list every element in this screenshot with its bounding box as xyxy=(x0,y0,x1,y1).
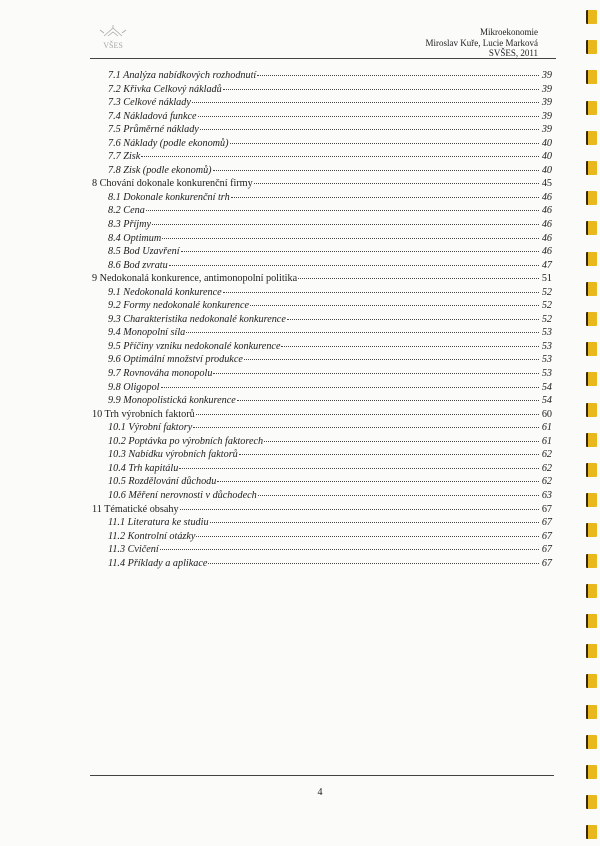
toc-entry-page: 53 xyxy=(541,354,552,366)
binding-ring xyxy=(586,523,597,537)
toc-entry-title: 9 Nedokonalá konkurence, antimonopolní politika xyxy=(92,273,298,285)
toc-dot-leader xyxy=(141,148,539,157)
document-header xyxy=(426,27,538,59)
toc-entry-page: 52 xyxy=(541,300,552,312)
toc-entry-title: 10.6 Měření nerovnosti v důchodech xyxy=(108,489,257,501)
toc-entry-page: 39 xyxy=(541,110,552,122)
toc-dot-leader xyxy=(223,284,539,293)
toc-entry-title: 11.4 Příklady a aplikace xyxy=(108,557,208,569)
toc-dot-leader xyxy=(162,230,539,239)
toc-entry-page: 39 xyxy=(541,83,552,95)
toc-dot-leader xyxy=(186,324,539,333)
toc-entry-title: 8.4 Optimum xyxy=(108,232,162,244)
binding-ring xyxy=(586,101,597,115)
toc-entry-title: 10.2 Poptávka po výrobních faktorech xyxy=(108,435,264,447)
toc-entry-page: 46 xyxy=(541,219,552,231)
toc-entry-page: 52 xyxy=(541,286,552,298)
toc-entry-page: 54 xyxy=(541,381,552,393)
toc-dot-leader xyxy=(281,338,539,347)
toc-entry-page: 46 xyxy=(541,246,552,258)
toc-entry-page: 67 xyxy=(541,557,552,569)
footer-divider xyxy=(90,775,554,776)
toc-entry-title: 10.3 Nabídku výrobních faktorů xyxy=(108,449,238,461)
toc-entry-page: 67 xyxy=(541,530,552,542)
toc-dot-leader xyxy=(258,487,539,496)
binding-ring xyxy=(586,70,597,84)
toc-entry-title: 7.8 Zisk (podle ekonomů) xyxy=(108,164,212,176)
binding-ring xyxy=(586,795,597,809)
binding-ring xyxy=(586,252,597,266)
binding-ring xyxy=(586,221,597,235)
toc-entry-page: 60 xyxy=(541,408,552,420)
toc-dot-leader xyxy=(230,135,539,144)
binding-ring xyxy=(586,735,597,749)
binding-ring xyxy=(586,10,597,24)
binding-ring xyxy=(586,161,597,175)
toc-entry-title: 9.8 Oligopol xyxy=(108,381,160,393)
binding-ring xyxy=(586,554,597,568)
page-number: 4 xyxy=(317,787,323,798)
toc-dot-leader xyxy=(196,406,539,415)
toc-entry-title: 11 Tématické obsahy xyxy=(92,503,179,515)
binding-ring xyxy=(586,614,597,628)
toc-entry-page: 40 xyxy=(541,137,552,149)
toc-entry-title: 10 Trh výrobních faktorů xyxy=(92,408,195,420)
toc-dot-leader xyxy=(237,392,539,401)
toc-entry-page: 39 xyxy=(541,97,552,109)
toc-dot-leader xyxy=(152,216,539,225)
toc-dot-leader xyxy=(239,446,539,455)
toc-entry-page: 45 xyxy=(541,178,552,190)
binding-ring xyxy=(586,493,597,507)
svg-text:VŠES: VŠES xyxy=(103,41,123,50)
toc-dot-leader xyxy=(146,202,539,211)
toc-entry-page: 62 xyxy=(541,462,552,474)
toc-dot-leader xyxy=(254,175,539,184)
header-divider xyxy=(90,58,556,59)
binding-ring xyxy=(586,40,597,54)
toc-entry-title: 8.6 Bod zvratu xyxy=(108,259,168,271)
toc-entry-page: 67 xyxy=(541,503,552,515)
toc-entry-title: 10.4 Trh kapitálu xyxy=(108,462,179,474)
toc-entry-title: 10.5 Rozdělování důchodu xyxy=(108,476,217,488)
header-authors: Miroslav Kuře, Lucie Marková xyxy=(425,37,538,48)
spiral-binding xyxy=(584,0,600,846)
toc-entry-page: 40 xyxy=(541,164,552,176)
toc-entry-page: 46 xyxy=(541,191,552,203)
binding-ring xyxy=(586,674,597,688)
toc-dot-leader xyxy=(200,121,539,130)
toc-dot-leader xyxy=(264,433,539,442)
toc-dot-leader xyxy=(287,311,539,320)
toc-entry-page: 52 xyxy=(541,313,552,325)
toc-dot-leader xyxy=(193,419,539,428)
toc-entry-page: 62 xyxy=(541,476,552,488)
binding-ring xyxy=(586,765,597,779)
school-logo-icon xyxy=(90,22,136,56)
toc-dot-leader xyxy=(169,257,539,266)
binding-ring xyxy=(586,282,597,296)
toc-entry-title: 8.1 Dokonale konkurenční trh xyxy=(108,191,230,203)
toc-entry-title: 9.2 Formy nedokonalé konkurence xyxy=(108,300,250,312)
toc-dot-leader xyxy=(213,162,539,171)
toc-entry-title: 9.3 Charakteristika nedokonalé konkurence xyxy=(108,313,286,325)
toc-entry-page: 67 xyxy=(541,544,552,556)
toc-entry-title: 9.5 Příčiny vzniku nedokonalé konkurence xyxy=(108,340,281,352)
toc-entry-page: 63 xyxy=(541,489,552,501)
toc-entry-page: 47 xyxy=(541,259,552,271)
toc-entry-title: 9.9 Monopolistická konkurence xyxy=(108,395,236,407)
toc-dot-leader xyxy=(244,351,539,360)
toc-entry-page: 46 xyxy=(541,232,552,244)
toc-dot-leader xyxy=(213,365,539,374)
toc-entry-page: 54 xyxy=(541,395,552,407)
toc-entry-page: 67 xyxy=(541,517,552,529)
toc-entry-title: 7.7 Zisk xyxy=(108,151,141,163)
toc-entry-page: 40 xyxy=(541,151,552,163)
toc-entry-page: 46 xyxy=(541,205,552,217)
toc-entry-title: 9.6 Optimální množství produkce xyxy=(108,354,243,366)
toc-dot-leader xyxy=(198,108,539,117)
toc-dot-leader xyxy=(179,460,539,469)
binding-ring xyxy=(586,372,597,386)
toc-entry-title: 11.3 Cvičení xyxy=(108,544,159,556)
table-of-contents xyxy=(92,69,552,570)
binding-ring xyxy=(586,705,597,719)
toc-entry-title: 7.2 Křivka Celkový nákladů xyxy=(108,83,222,95)
toc-entry-title: 9.7 Rovnováha monopolu xyxy=(108,368,213,380)
toc-entry-title: 7.1 Analýza nabídkových rozhodnutí xyxy=(108,70,257,81)
toc-entry-page: 61 xyxy=(541,435,552,447)
toc-dot-leader xyxy=(160,541,539,550)
toc-entry-title: 7.4 Nákladová funkce xyxy=(108,110,197,122)
toc-dot-leader xyxy=(208,555,539,564)
toc-entry-title: 11.1 Literatura ke studiu xyxy=(108,517,209,529)
binding-ring xyxy=(586,131,597,145)
toc-subentry xyxy=(92,557,552,571)
toc-entry-title: 7.3 Celkové náklady xyxy=(108,97,191,109)
toc-dot-leader xyxy=(161,379,539,388)
toc-entry-title: 8.3 Příjmy xyxy=(108,219,152,231)
toc-entry-page: 61 xyxy=(541,422,552,434)
toc-entry-page: 51 xyxy=(541,273,552,285)
toc-entry-title: 8 Chování dokonale konkurenční firmy xyxy=(92,178,253,190)
toc-dot-leader xyxy=(250,297,539,306)
toc-dot-leader xyxy=(298,270,539,279)
toc-dot-leader xyxy=(192,94,539,103)
toc-entry-title: 10.1 Výrobní faktory xyxy=(108,422,193,434)
toc-entry-title: 8.2 Cena xyxy=(108,205,145,217)
toc-entry-page: 53 xyxy=(541,340,552,352)
binding-ring xyxy=(586,342,597,356)
binding-ring xyxy=(586,433,597,447)
toc-dot-leader xyxy=(217,473,539,482)
toc-entry-page: 39 xyxy=(541,124,552,136)
toc-entry-title: 9.4 Monopolní síla xyxy=(108,327,186,339)
binding-ring xyxy=(586,584,597,598)
binding-ring xyxy=(586,312,597,326)
toc-dot-leader xyxy=(181,243,539,252)
binding-ring xyxy=(586,463,597,477)
binding-ring xyxy=(586,403,597,417)
toc-entry-page: 53 xyxy=(541,327,552,339)
header-institution-year: SVŠES, 2011 xyxy=(488,48,538,58)
toc-entry-page: 53 xyxy=(541,368,552,380)
toc-entry-title: 7.5 Průměrné náklady xyxy=(108,124,199,136)
toc-dot-leader xyxy=(210,514,539,523)
toc-dot-leader xyxy=(223,81,539,90)
toc-dot-leader xyxy=(196,528,539,537)
toc-entry-title: 8.5 Bod Uzavření xyxy=(108,246,180,258)
header-course: Mikroekonomie xyxy=(480,27,538,37)
toc-dot-leader xyxy=(257,67,539,76)
toc-entry-page: 39 xyxy=(541,70,552,81)
binding-ring xyxy=(586,191,597,205)
toc-entry-page: 62 xyxy=(541,449,552,461)
toc-entry-title: 7.6 Náklady (podle ekonomů) xyxy=(108,137,229,149)
binding-ring xyxy=(586,825,597,839)
toc-dot-leader xyxy=(180,501,539,510)
toc-entry-title: 11.2 Kontrolní otázky xyxy=(108,530,196,542)
toc-entry-title: 9.1 Nedokonalá konkurence xyxy=(108,286,222,298)
toc-dot-leader xyxy=(231,189,539,198)
binding-ring xyxy=(586,644,597,658)
